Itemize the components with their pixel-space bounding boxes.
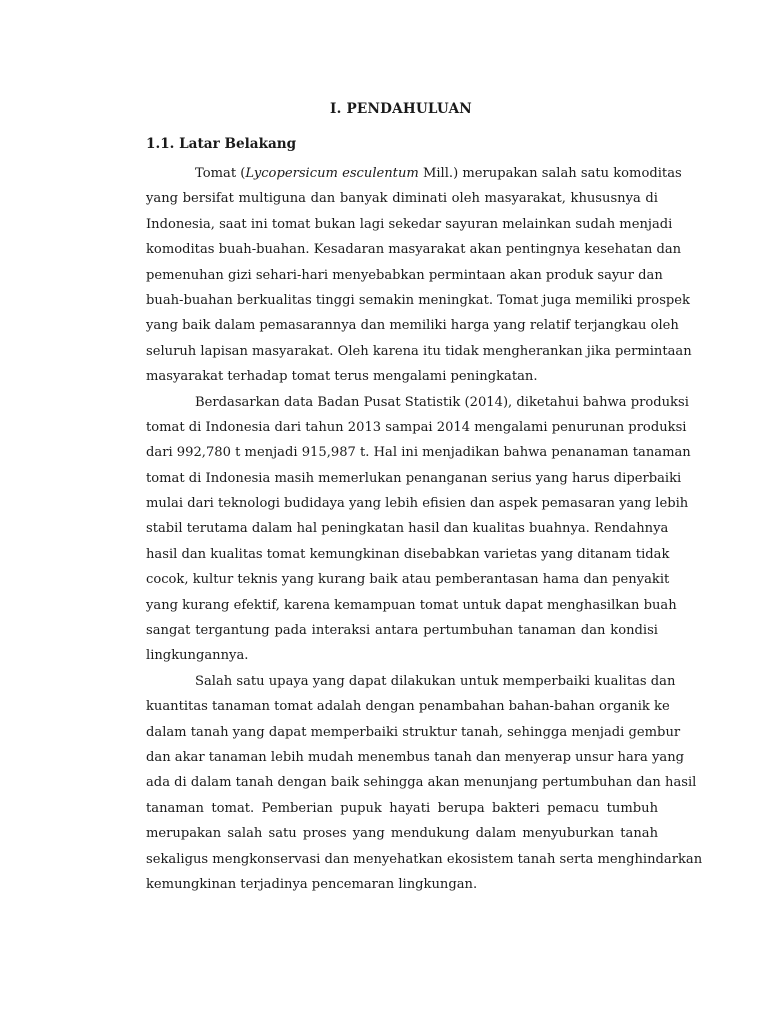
paragraph-line: seluruh lapisan masyarakat. Oleh karena itu tidak mengherankan jika permintaan [146, 343, 692, 359]
paragraph-line: kuantitas tanaman tomat adalah dengan penambahan bahan-bahan organik ke [146, 699, 670, 715]
paragraph-line: tomat di Indonesia masih memerlukan penanganan serius yang harus diperbaiki [146, 470, 682, 486]
scientific-name: Lycopersicum esculentum [245, 166, 419, 181]
paragraph-line: lingkungannya. [146, 648, 249, 664]
paragraph-1-line-1 [146, 161, 682, 186]
paragraph-3 [146, 669, 703, 898]
paragraph-line: masyarakat terhadap tomat terus mengalami peningkatan. [146, 369, 538, 385]
text-run: Tomat ( [195, 166, 246, 181]
paragraph-line: pemenuhan gizi sehari-hari menyebabkan permintaan akan produk sayur dan [146, 267, 663, 283]
paragraph-line: Berdasarkan data Badan Pusat Statistik (2014), diketahui bahwa produksi [195, 394, 689, 410]
paragraph-line: Indonesia, saat ini tomat bukan lagi sekedar sayuran melainkan sudah menjadi [146, 216, 673, 232]
paragraph-line: komoditas buah-buahan. Kesadaran masyarakat akan pentingnya kesehatan dan [146, 242, 682, 258]
paragraph-line: sekaligus mengkonservasi dan menyehatkan ekosistem tanah serta menghindarkan [146, 851, 703, 867]
paragraph-line: buah-buahan berkualitas tinggi semakin meningkat. Tomat juga memiliki prospek [146, 292, 690, 308]
paragraph-2 [146, 390, 691, 669]
paragraph-line: dari 992,780 t menjadi 915,987 t. Hal ini menjadikan bahwa penanaman tanaman [146, 445, 691, 461]
paragraph-line: ada di dalam tanah dengan baik sehingga akan menunjang pertumbuhan dan hasil [146, 775, 697, 791]
paragraph-line: mulai dari teknologi budidaya yang lebih efisien dan aspek pemasaran yang lebih [146, 496, 689, 512]
paragraph-line: yang kurang efektif, karena kemampuan tomat untuk dapat menghasilkan buah [146, 597, 677, 613]
text-run: Mill.) merupakan salah satu komoditas [418, 166, 682, 181]
paragraph-line: Salah satu upaya yang dapat dilakukan untuk memperbaiki kualitas dan [195, 673, 676, 689]
paragraph-1 [146, 161, 692, 390]
paragraph-line: hasil dan kualitas tomat kemungkinan disebabkan varietas yang ditanam tidak [146, 546, 670, 562]
paragraph-line: dan akar tanaman lebih mudah menembus tanah dan menyerap unsur hara yang [146, 749, 685, 765]
paragraph-line: yang baik dalam pemasarannya dan memiliki harga yang relatif terjangkau oleh [146, 318, 679, 334]
paragraph-line: kemungkinan terjadinya pencemaran lingkungan. [146, 876, 478, 892]
paragraph-line: tomat di Indonesia dari tahun 2013 sampai 2014 mengalami penurunan produksi [146, 419, 687, 435]
paragraph-line: stabil terutama dalam hal peningkatan hasil dan kualitas buahnya. Rendahnya [146, 521, 669, 537]
chapter-title: I. PENDAHULUAN [330, 101, 472, 117]
paragraph-line: sangat tergantung pada interaksi antara pertumbuhan tanaman dan kondisi [146, 623, 658, 639]
paragraph-line: merupakan salah satu proses yang mendukung dalam menyuburkan tanah [146, 826, 658, 842]
paragraph-line: dalam tanah yang dapat memperbaiki struktur tanah, sehingga menjadi gembur [146, 724, 681, 740]
body-text [146, 161, 703, 897]
paragraph-line: tanaman tomat. Pemberian pupuk hayati berupa bakteri pemacu tumbuh [146, 800, 658, 816]
paragraph-line: yang bersifat multiguna dan banyak diminati oleh masyarakat, khususnya di [146, 191, 658, 207]
section-title: 1.1. Latar Belakang [146, 136, 297, 152]
paragraph-line: cocok, kultur teknis yang kurang baik atau pemberantasan hama dan penyakit [146, 572, 670, 588]
